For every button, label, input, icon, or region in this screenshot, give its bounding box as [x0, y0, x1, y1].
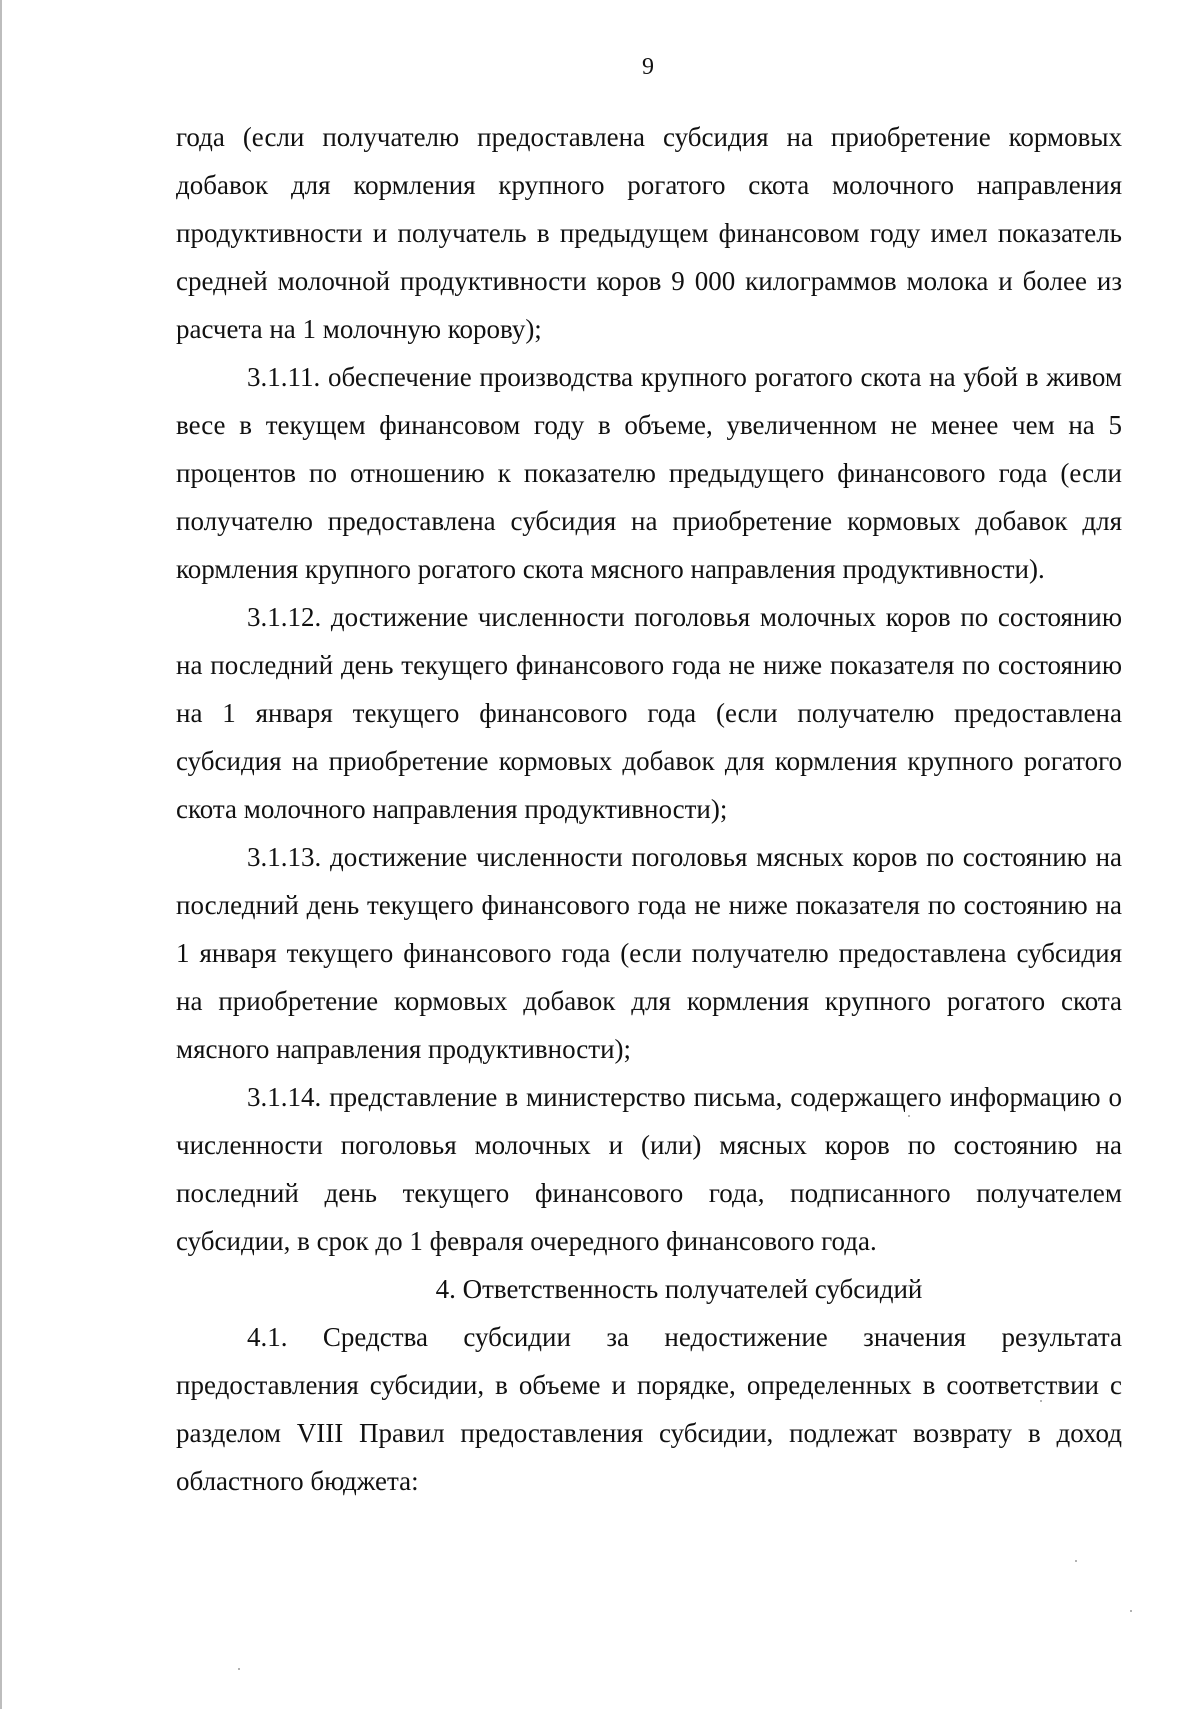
scan-left-edge — [0, 0, 2, 1709]
scan-speck — [238, 1668, 240, 1670]
paragraph-4-1: 4.1. Средства субсидии за недостижение значения результата предоставления субсидии, в объеме и порядке, определенных в соответствии с разделом VIII Правил предоставления субсидии, подлежат возврату в доход областного бюджета: — [176, 1322, 1122, 1496]
paragraph-3-1-11: 3.1.11. обеспечение производства крупного рогатого скота на убой в живом весе в текущем финансовом году в объеме, увеличенном не менее чем на 5 процентов по отношению к показателю предыдущего финансового года (если получателю предоставлена субсидия на приобретение кормовых добавок для кормления крупного рогатого скота мясного направления продуктивности). — [176, 362, 1122, 584]
paragraph-intro: года (если получателю предоставлена субсидия на приобретение кормовых добавок для кормления крупного рогатого скота молочного направления продуктивности и получатель в предыдущем финансовом году имел показатель средней молочной продуктивности коров 9 000 килограммов молока и более из расчета на 1 молочную корову); — [176, 122, 1122, 344]
page-number: 9 — [642, 54, 654, 80]
section-heading: 4. Ответственность получателей субсидий — [435, 1274, 923, 1304]
scan-speck — [1130, 1610, 1132, 1612]
paragraph-3-1-14: 3.1.14. представление в министерство письма, содержащего информацию о численности поголовья молочных и (или) мясных коров по состоянию на последний день текущего финансового года, подписанного получателем субсидии, в срок до 1 февраля очередного финансового года. — [176, 1082, 1122, 1256]
scan-speck — [908, 1115, 910, 1117]
scan-speck — [1040, 1400, 1042, 1402]
scan-speck — [1075, 1560, 1077, 1562]
paragraph-3-1-13: 3.1.13. достижение численности поголовья мясных коров по состоянию на последний день текущего финансового года не ниже показателя по состоянию на 1 января текущего финансового года (если получателю предоставлена субсидия на приобретение кормовых добавок для кормления крупного рогатого скота мясного направления продуктивности); — [176, 842, 1122, 1064]
document-body — [176, 113, 1122, 1505]
paragraph-3-1-12: 3.1.12. достижение численности поголовья молочных коров по состоянию на последний день текущего финансового года не ниже показателя по состоянию на 1 января текущего финансового года (если получателю предоставлена субсидия на приобретение кормовых добавок для кормления крупного рогатого скота молочного направления продуктивности); — [176, 602, 1122, 824]
